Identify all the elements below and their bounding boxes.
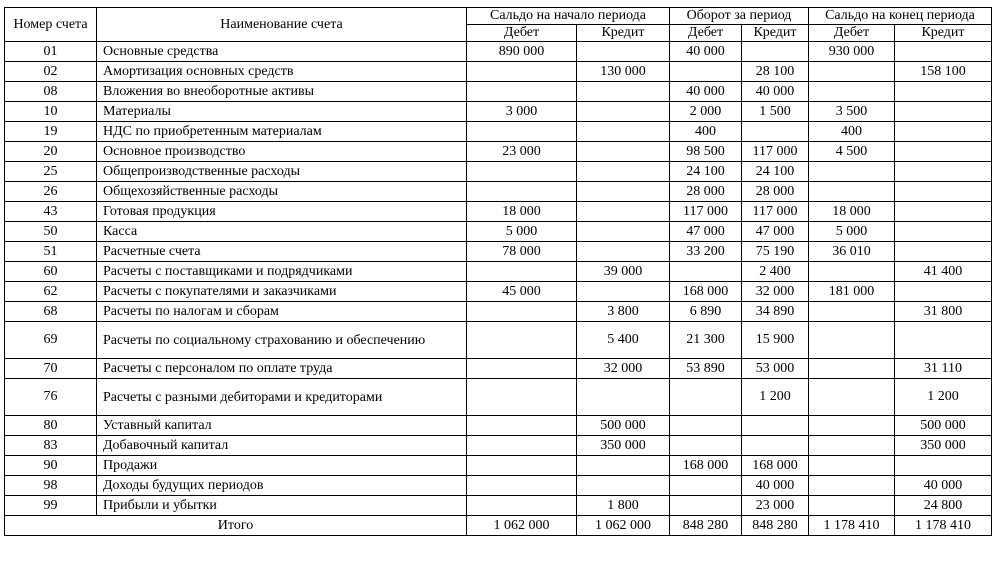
amount-cell: 117 000 — [742, 142, 809, 162]
table-footer — [5, 516, 992, 536]
total-cell: 1 178 410 — [809, 516, 895, 536]
amount-cell — [809, 62, 895, 82]
amount-cell: 158 100 — [895, 62, 992, 82]
header-account-name: Наименование счета — [97, 8, 467, 42]
account-name: Расчеты по социальному страхованию и обеспечению — [97, 322, 467, 359]
amount-cell: 3 800 — [577, 302, 670, 322]
amount-cell — [670, 62, 742, 82]
amount-cell: 40 000 — [670, 82, 742, 102]
amount-cell: 117 000 — [742, 202, 809, 222]
amount-cell: 23 000 — [467, 142, 577, 162]
amount-cell: 21 300 — [670, 322, 742, 359]
amount-cell — [467, 182, 577, 202]
amount-cell: 400 — [809, 122, 895, 142]
header-debit: Дебет — [809, 25, 895, 42]
amount-cell — [670, 262, 742, 282]
amount-cell — [467, 162, 577, 182]
amount-cell: 28 000 — [742, 182, 809, 202]
account-name: Расчеты по налогам и сборам — [97, 302, 467, 322]
header-credit: Кредит — [577, 25, 670, 42]
header-account-number: Номер счета — [5, 8, 97, 42]
amount-cell: 32 000 — [577, 359, 670, 379]
total-cell: 1 062 000 — [467, 516, 577, 536]
amount-cell — [895, 282, 992, 302]
amount-cell: 890 000 — [467, 42, 577, 62]
account-code: 83 — [5, 436, 97, 456]
amount-cell — [895, 456, 992, 476]
amount-cell: 2 400 — [742, 262, 809, 282]
amount-cell — [467, 82, 577, 102]
account-code: 50 — [5, 222, 97, 242]
amount-cell — [467, 322, 577, 359]
amount-cell — [809, 436, 895, 456]
amount-cell: 28 000 — [670, 182, 742, 202]
account-name: Расчеты с разными дебиторами и кредиторами — [97, 379, 467, 416]
account-code: 90 — [5, 456, 97, 476]
amount-cell — [895, 82, 992, 102]
amount-cell — [809, 359, 895, 379]
amount-cell — [895, 102, 992, 122]
amount-cell — [467, 476, 577, 496]
table-row — [5, 182, 992, 202]
table-row — [5, 496, 992, 516]
amount-cell: 23 000 — [742, 496, 809, 516]
table-row — [5, 162, 992, 182]
account-code: 01 — [5, 42, 97, 62]
amount-cell: 350 000 — [577, 436, 670, 456]
amount-cell: 40 000 — [895, 476, 992, 496]
amount-cell: 1 500 — [742, 102, 809, 122]
account-name: Продажи — [97, 456, 467, 476]
account-code: 99 — [5, 496, 97, 516]
account-code: 51 — [5, 242, 97, 262]
amount-cell — [742, 122, 809, 142]
table-header — [5, 8, 992, 42]
account-name: Расчеты с поставщиками и подрядчиками — [97, 262, 467, 282]
amount-cell: 1 800 — [577, 496, 670, 516]
amount-cell: 45 000 — [467, 282, 577, 302]
amount-cell: 168 000 — [670, 282, 742, 302]
amount-cell — [895, 242, 992, 262]
amount-cell: 130 000 — [577, 62, 670, 82]
account-name: Добавочный капитал — [97, 436, 467, 456]
amount-cell — [809, 379, 895, 416]
amount-cell: 34 890 — [742, 302, 809, 322]
account-code: 43 — [5, 202, 97, 222]
account-code: 02 — [5, 62, 97, 82]
amount-cell: 930 000 — [809, 42, 895, 62]
table-row — [5, 436, 992, 456]
amount-cell — [467, 122, 577, 142]
account-name: Уставный капитал — [97, 416, 467, 436]
amount-cell: 28 100 — [742, 62, 809, 82]
amount-cell: 168 000 — [670, 456, 742, 476]
amount-cell: 15 900 — [742, 322, 809, 359]
amount-cell: 24 800 — [895, 496, 992, 516]
amount-cell — [467, 416, 577, 436]
table-row — [5, 359, 992, 379]
table-row — [5, 456, 992, 476]
amount-cell — [742, 416, 809, 436]
amount-cell — [895, 142, 992, 162]
amount-cell: 53 890 — [670, 359, 742, 379]
account-code: 68 — [5, 302, 97, 322]
amount-cell — [809, 456, 895, 476]
total-cell: 1 062 000 — [577, 516, 670, 536]
total-cell: 848 280 — [742, 516, 809, 536]
account-code: 10 — [5, 102, 97, 122]
amount-cell: 168 000 — [742, 456, 809, 476]
account-name: Основное производство — [97, 142, 467, 162]
account-name: Амортизация основных средств — [97, 62, 467, 82]
account-name: Расчетные счета — [97, 242, 467, 262]
amount-cell: 24 100 — [742, 162, 809, 182]
amount-cell — [895, 222, 992, 242]
amount-cell: 24 100 — [670, 162, 742, 182]
amount-cell — [895, 202, 992, 222]
amount-cell: 39 000 — [577, 262, 670, 282]
account-code: 19 — [5, 122, 97, 142]
amount-cell — [577, 42, 670, 62]
amount-cell — [895, 42, 992, 62]
amount-cell: 47 000 — [742, 222, 809, 242]
amount-cell — [670, 496, 742, 516]
amount-cell: 32 000 — [742, 282, 809, 302]
table-row — [5, 122, 992, 142]
account-name: Основные средства — [97, 42, 467, 62]
account-name: Расчеты с персоналом по оплате труда — [97, 359, 467, 379]
amount-cell: 31 800 — [895, 302, 992, 322]
trial-balance-table — [4, 7, 992, 536]
amount-cell — [809, 262, 895, 282]
amount-cell — [577, 222, 670, 242]
account-code: 20 — [5, 142, 97, 162]
amount-cell — [577, 202, 670, 222]
amount-cell — [809, 82, 895, 102]
table-row — [5, 222, 992, 242]
table-row — [5, 379, 992, 416]
account-code: 76 — [5, 379, 97, 416]
table-row — [5, 282, 992, 302]
amount-cell: 40 000 — [670, 42, 742, 62]
amount-cell — [467, 436, 577, 456]
amount-cell — [895, 322, 992, 359]
amount-cell: 2 000 — [670, 102, 742, 122]
amount-cell — [809, 162, 895, 182]
amount-cell: 40 000 — [742, 82, 809, 102]
header-group-closing-balance: Сальдо на конец периода — [809, 8, 992, 25]
amount-cell — [577, 82, 670, 102]
amount-cell — [467, 262, 577, 282]
table-body — [5, 42, 992, 516]
amount-cell — [467, 359, 577, 379]
account-code: 98 — [5, 476, 97, 496]
amount-cell — [577, 142, 670, 162]
amount-cell: 500 000 — [895, 416, 992, 436]
account-code: 26 — [5, 182, 97, 202]
table-row — [5, 322, 992, 359]
amount-cell: 1 200 — [895, 379, 992, 416]
amount-cell — [742, 42, 809, 62]
table-row — [5, 42, 992, 62]
amount-cell: 36 010 — [809, 242, 895, 262]
amount-cell — [809, 476, 895, 496]
amount-cell — [742, 436, 809, 456]
amount-cell — [467, 302, 577, 322]
amount-cell: 53 000 — [742, 359, 809, 379]
amount-cell: 47 000 — [670, 222, 742, 242]
amount-cell: 31 110 — [895, 359, 992, 379]
amount-cell — [895, 162, 992, 182]
account-name: Касса — [97, 222, 467, 242]
table-row — [5, 102, 992, 122]
total-row — [5, 516, 992, 536]
account-name: Расчеты с покупателями и заказчиками — [97, 282, 467, 302]
amount-cell: 6 890 — [670, 302, 742, 322]
amount-cell — [670, 476, 742, 496]
amount-cell: 3 500 — [809, 102, 895, 122]
header-group-opening-balance: Сальдо на начало периода — [467, 8, 670, 25]
table-row — [5, 142, 992, 162]
amount-cell — [809, 322, 895, 359]
amount-cell: 3 000 — [467, 102, 577, 122]
account-code: 69 — [5, 322, 97, 359]
account-code: 25 — [5, 162, 97, 182]
table-row — [5, 416, 992, 436]
account-name: Общепроизводственные расходы — [97, 162, 467, 182]
amount-cell: 1 200 — [742, 379, 809, 416]
table-row — [5, 82, 992, 102]
total-label: Итого — [5, 516, 467, 536]
amount-cell: 5 400 — [577, 322, 670, 359]
amount-cell — [670, 416, 742, 436]
amount-cell: 33 200 — [670, 242, 742, 262]
amount-cell: 400 — [670, 122, 742, 142]
table-row — [5, 476, 992, 496]
amount-cell — [809, 182, 895, 202]
amount-cell — [467, 456, 577, 476]
total-cell: 1 178 410 — [895, 516, 992, 536]
amount-cell — [577, 122, 670, 142]
amount-cell — [895, 122, 992, 142]
account-name: Общехозяйственные расходы — [97, 182, 467, 202]
amount-cell: 78 000 — [467, 242, 577, 262]
account-code: 62 — [5, 282, 97, 302]
amount-cell: 41 400 — [895, 262, 992, 282]
account-code: 08 — [5, 82, 97, 102]
table-row — [5, 202, 992, 222]
account-name: Готовая продукция — [97, 202, 467, 222]
amount-cell: 117 000 — [670, 202, 742, 222]
header-debit: Дебет — [670, 25, 742, 42]
amount-cell — [467, 496, 577, 516]
account-name: Материалы — [97, 102, 467, 122]
amount-cell — [467, 379, 577, 416]
amount-cell: 5 000 — [467, 222, 577, 242]
amount-cell: 500 000 — [577, 416, 670, 436]
total-cell: 848 280 — [670, 516, 742, 536]
table-row — [5, 262, 992, 282]
amount-cell — [577, 379, 670, 416]
header-group-turnover: Оборот за период — [670, 8, 809, 25]
header-debit: Дебет — [467, 25, 577, 42]
table-row — [5, 62, 992, 82]
account-name: Вложения во внеоборотные активы — [97, 82, 467, 102]
amount-cell — [577, 476, 670, 496]
amount-cell — [895, 182, 992, 202]
amount-cell: 98 500 — [670, 142, 742, 162]
amount-cell — [577, 242, 670, 262]
amount-cell: 75 190 — [742, 242, 809, 262]
amount-cell — [577, 162, 670, 182]
amount-cell — [577, 102, 670, 122]
amount-cell — [670, 379, 742, 416]
amount-cell — [577, 456, 670, 476]
amount-cell: 18 000 — [809, 202, 895, 222]
amount-cell — [467, 62, 577, 82]
account-name: Прибыли и убытки — [97, 496, 467, 516]
account-name: НДС по приобретенным материалам — [97, 122, 467, 142]
account-code: 80 — [5, 416, 97, 436]
account-name: Доходы будущих периодов — [97, 476, 467, 496]
account-code: 60 — [5, 262, 97, 282]
header-credit: Кредит — [895, 25, 992, 42]
account-code: 70 — [5, 359, 97, 379]
amount-cell: 350 000 — [895, 436, 992, 456]
amount-cell — [577, 182, 670, 202]
amount-cell — [577, 282, 670, 302]
amount-cell: 5 000 — [809, 222, 895, 242]
amount-cell: 4 500 — [809, 142, 895, 162]
amount-cell — [809, 416, 895, 436]
amount-cell: 18 000 — [467, 202, 577, 222]
header-credit: Кредит — [742, 25, 809, 42]
table-row — [5, 242, 992, 262]
amount-cell — [809, 496, 895, 516]
amount-cell — [809, 302, 895, 322]
amount-cell: 40 000 — [742, 476, 809, 496]
table-row — [5, 302, 992, 322]
amount-cell: 181 000 — [809, 282, 895, 302]
amount-cell — [670, 436, 742, 456]
